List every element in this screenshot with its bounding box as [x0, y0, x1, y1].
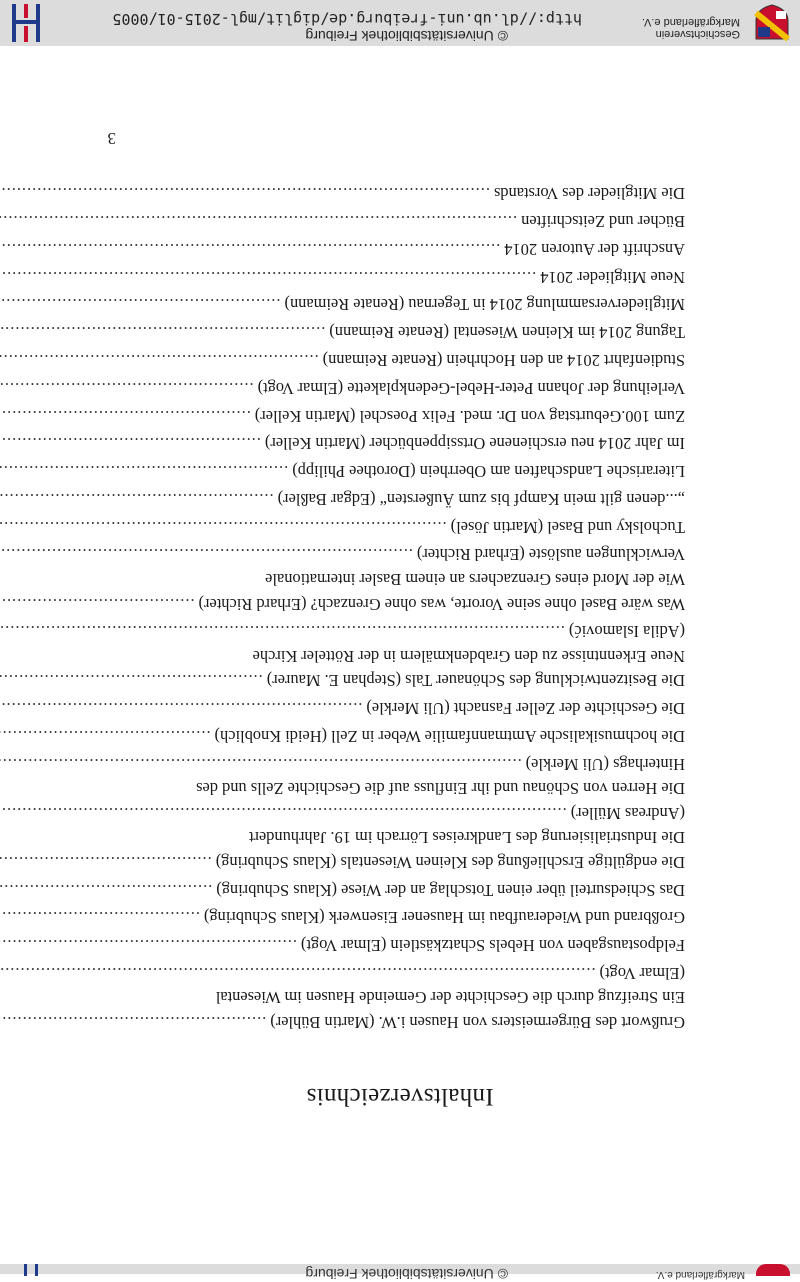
- toc-entry-title: (Adila Islamović): [568, 622, 685, 642]
- toc-entry-title: Im Jahr 2014 neu erschienene Ortssippenbücher (Martin Keller): [264, 434, 685, 454]
- dot-leader: [0, 235, 500, 263]
- crest-icon: [752, 3, 792, 43]
- toc-entry-line: [115, 777, 685, 799]
- toc-entry: [115, 848, 685, 876]
- toc-entry: [115, 1008, 685, 1036]
- dot-leader: [0, 430, 261, 458]
- ub-logo-icon: [6, 4, 46, 42]
- toc-entry: [115, 876, 685, 904]
- toc-entry: [115, 318, 685, 346]
- toc-entry-title: Die endgültige Erschließung des Kleinen Wiesentals (Klaus Schubring): [215, 852, 685, 872]
- toc-entry-title: Zum 100.Geburtstag von Dr. med. Felix Poeschel (Martin Keller): [254, 406, 685, 426]
- toc-entry-title: Neue Erkenntnisse zu den Grabdenkmälern in der Rötteler Kirche: [252, 646, 685, 666]
- toc-entry-title: Die Mitglieder des Vorstands: [493, 184, 685, 204]
- toc-entry: [115, 457, 685, 485]
- dot-leader: [0, 931, 297, 959]
- dot-leader: [0, 848, 212, 876]
- toc-entry-title: Die Besitzentwicklung des Schönauer Tals (Stephan E. Maurer): [266, 671, 685, 691]
- toc-entry-title: Grußwort des Bürgermeisters von Hausen i.W. (Martin Bühler): [270, 1013, 685, 1032]
- dot-leader: [0, 402, 251, 430]
- association-text: Markgräflerland e.V.: [655, 1269, 745, 1280]
- dot-leader: [0, 346, 319, 374]
- dot-leader: [0, 904, 200, 932]
- toc-entry: [115, 667, 685, 695]
- toc-entry-title: Tagung 2014 im Kleinen Wiesental (Renate Reimann): [329, 323, 685, 343]
- toc-entry-title: Die Geschichte der Zeller Fasnacht (Uli Merkle): [366, 699, 685, 719]
- toc-entry-title: „...denen gilt mein Kampf bis zum Äußersten“ (Edgar Baßler): [277, 490, 685, 510]
- crest-icon: [756, 1264, 790, 1276]
- previous-page-footer-strip: [0, 1264, 800, 1282]
- dot-leader: [0, 962, 596, 984]
- toc-entry: [115, 590, 685, 618]
- toc-entry: [115, 722, 685, 750]
- dot-leader: [0, 374, 254, 402]
- toc-entry: [115, 694, 685, 722]
- toc-entry-title: Ein Streifzug durch die Geschichte der Gemeinde Hausen im Wiesental: [215, 988, 685, 1008]
- dot-leader: [0, 620, 565, 642]
- dot-leader: [0, 543, 413, 565]
- toc-entry-title: Mitgliederversammlung 2014 in Tegernau (Renate Reimann): [284, 295, 685, 315]
- toc-entry-line: [115, 802, 685, 824]
- toc-entry: [115, 618, 685, 667]
- toc-entry-title: Die Industrialisierung des Landkreises Lörrach im 19. Jahrhundert: [248, 828, 685, 848]
- toc-entry-title: Was wäre Basel ohne seine Vororte, was ohne Grenzach? (Erhard Richter): [198, 594, 685, 614]
- toc-entry: [115, 430, 685, 458]
- toc-entry-line: [115, 962, 685, 984]
- association-name: [642, 16, 740, 40]
- toc-entry: [115, 291, 685, 319]
- toc-entry-title: Verwicklungen auslöste (Erhard Richter): [416, 545, 685, 565]
- toc-entry-line: [115, 568, 685, 590]
- dot-leader: [0, 667, 263, 695]
- footer-bar: [0, 0, 800, 46]
- toc-entry-title: Bücher und Zeitschriften: [521, 212, 685, 232]
- toc-entry: [115, 959, 685, 1008]
- toc-entry: [115, 485, 685, 513]
- dot-leader: [0, 694, 362, 722]
- toc-entry-line: [115, 986, 685, 1008]
- dot-leader: [0, 590, 195, 618]
- toc-entry: [115, 931, 685, 959]
- toc-entry-title: Das Schiedsurteil über einen Totschlag an der Wiese (Klaus Schubring): [216, 880, 685, 900]
- toc-entry: [115, 750, 685, 799]
- dot-leader: [0, 457, 288, 485]
- toc-entry: [115, 541, 685, 590]
- toc-entry-title: Neue Mitglieder 2014: [540, 267, 685, 287]
- dot-leader: [0, 485, 274, 513]
- page-content: [0, 46, 800, 1264]
- toc-entry-title: Tucholsky und Basel (Martin Jösel): [450, 517, 685, 537]
- dot-leader: [0, 207, 517, 235]
- toc-entry-title: Die Herren von Schönau und ihr Einfluss auf die Geschichte Zells und des: [196, 779, 685, 799]
- table-of-contents: [115, 179, 685, 1036]
- association-line: Markgräflerland e.V.: [641, 16, 740, 28]
- toc-entry-title: (Andreas Müller): [570, 803, 685, 823]
- toc-entry-line: [115, 645, 685, 667]
- toc-entry-title: Hinterhags (Uli Merkle): [525, 754, 685, 774]
- toc-entry: [115, 402, 685, 430]
- dot-leader: [0, 263, 536, 291]
- page-title: Inhaltsverzeichnis: [306, 1083, 494, 1110]
- dot-leader: [0, 753, 522, 775]
- toc-entry: [115, 263, 685, 291]
- toc-entry-title: Literarische Landschaften am Oberrhein (Dorothee Philipp): [292, 462, 685, 482]
- toc-entry: [115, 179, 685, 207]
- toc-entry: [115, 346, 685, 374]
- toc-entry-title: Wie der Mord eines Grenzachers an einem Basler internationale: [265, 569, 685, 589]
- dot-leader: [0, 179, 490, 207]
- dot-leader: [0, 291, 281, 319]
- toc-entry-title: (Elmar Vogt): [599, 963, 685, 983]
- toc-entry-title: Feldpostausgaben von Hebels Schatzkästlein (Elmar Vogt): [300, 936, 685, 956]
- toc-entry-title: Studienfahrt 2014 an den Hochrhein (Renate Reimann): [322, 351, 685, 371]
- toc-entry: [115, 513, 685, 541]
- association-line: Geschichtsverein: [655, 28, 740, 40]
- toc-entry-title: Die hochmusikalische Amtmannfamilie Weber in Zell (Heidi Knoblich): [214, 727, 685, 747]
- toc-entry-line: [115, 826, 685, 848]
- toc-entry: [115, 235, 685, 263]
- toc-entry-line: [115, 620, 685, 642]
- dot-leader: [0, 318, 325, 346]
- dot-leader: [0, 1008, 266, 1036]
- dot-leader: [0, 802, 567, 824]
- toc-entry-line: [115, 543, 685, 565]
- toc-entry-line: [115, 753, 685, 775]
- toc-entry-title: Verleihung der Johann Peter-Hebel-Gedenkplakette (Elmar Vogt): [257, 378, 685, 398]
- toc-entry: [115, 904, 685, 932]
- ub-logo-icon: [24, 1264, 38, 1276]
- toc-entry-title: Anschrift der Autoren 2014: [504, 239, 685, 259]
- document-url-link[interactable]: http://dl.ub.uni-freiburg.de/diglit/mgl-2015-01/0005: [112, 10, 582, 28]
- dot-leader: [0, 513, 447, 541]
- toc-entry: [115, 374, 685, 402]
- copyright-text: © Universitätsbibliothek Freiburg: [305, 1266, 508, 1282]
- page-number: 3: [107, 129, 116, 148]
- copyright-text: © Universitätsbibliothek Freiburg: [305, 28, 508, 44]
- toc-entry: [115, 207, 685, 235]
- dot-leader: [0, 722, 211, 750]
- dot-leader: [0, 876, 212, 904]
- toc-entry-title: Großbrand und Wiederaufbau im Hausener Eisenwerk (Klaus Schubring): [203, 908, 685, 928]
- toc-entry: [115, 799, 685, 848]
